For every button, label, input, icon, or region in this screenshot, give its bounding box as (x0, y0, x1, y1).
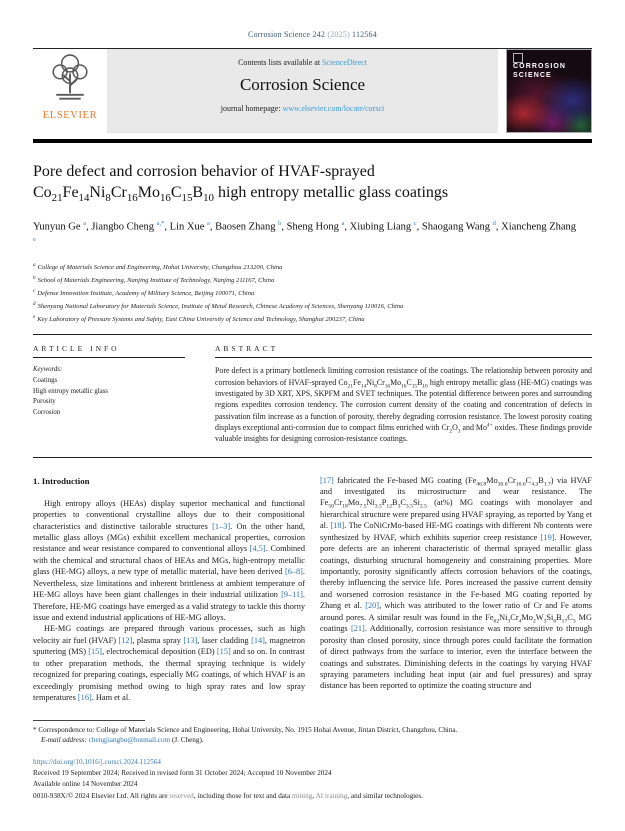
text-segment: , Xiancheng Zhang (495, 221, 577, 233)
affiliation-line (33, 300, 592, 313)
text-segment: C (400, 498, 406, 508)
abstract-column (215, 344, 592, 444)
inline-link[interactable]: a,* (156, 219, 165, 227)
text-segment: , and similar technologies. (347, 791, 423, 800)
text-segment: high entropy metallic glass (HE-MG) coatings was investigated by 3D XRT, XPS, SKPFM and SVET techniques. The potential difference between pores and surrounding regions expedites corrosion tendency. The corrosion current density of the coating and concentration of defects in passivation film increase as a function of porosity, thereby degrading corrosion resistance. The lowest porosity coating displays exceptional anti-corrosion due to compact films enriched with Cr (215, 377, 592, 432)
text-segment: 3.5 (374, 504, 382, 511)
text-segment: 15 (411, 383, 418, 390)
text-segment: ) via HVAF and investigated its microstructure and wear resistance. The Fe (320, 475, 592, 508)
inline-link[interactable]: chengjiangbo@hotmail.com (88, 736, 171, 745)
text-segment: oxides. These findings provide valuable insights for designing corrosion-resistance coatings. (215, 422, 592, 444)
text-segment: high entropy metallic glass coatings (213, 183, 449, 201)
affiliation-marker: d (33, 301, 36, 308)
text-segment: 1.7 (543, 481, 551, 488)
article-info-column (33, 344, 185, 444)
journal-title: Corrosion Science (239, 75, 366, 94)
inline-link[interactable]: [14] (251, 635, 265, 645)
text-segment: , Sheng Hong (281, 221, 342, 233)
text-segment: 14 (78, 191, 90, 204)
publication-info (33, 757, 592, 802)
text-segment: 16 (384, 383, 391, 390)
text-segment: , Baosen Zhang (209, 221, 279, 233)
text-segment: . However, pore defects are an inherent characteristic of thermal sprayed metallic glass coatings, disturbing structural homogeneity and constraining properties. More importantly, porosity significantly affects corrosion behaviors of the coatings, thereby influencing the service life. Pores increased the passive current density and worsened corrosion resistance in the Fe-based MG coating reported by Zhang et al. (320, 532, 592, 611)
text-segment: Pore defect is a primary bottleneck limiting corrosion resistance of the coatings. The relationship between porosity and corrosion behaviors of HVAF-sprayed Co (215, 366, 592, 387)
meta-section (33, 344, 592, 444)
text-segment: W (535, 612, 544, 622)
text-segment: Pore defect and corrosion behavior of HVAF-sprayed Co (33, 163, 375, 201)
affiliation-text: Shenyang National Laboratory for Materials Science, Institute of Metal Research, Chinese Academy of Sciences, Shenyang 110016, China (37, 303, 404, 311)
inline-link[interactable]: [13] (183, 635, 198, 645)
text-segment: 46.8 (476, 481, 487, 488)
text-segment: 2 (532, 618, 536, 625)
text-segment: Ni (499, 612, 508, 622)
affiliation-text: Key Laboratory of Pressure Systems and Safety, East China University of Science and Technology, Shanghai 200237, China (37, 316, 365, 324)
text-segment: HE-MG coatings are prepared through various processes, such as high velocity air fuel (HVAF) (33, 624, 305, 645)
text-segment: 18 (342, 504, 348, 511)
text-segment: 3.5 (405, 504, 413, 511)
homepage-line (107, 104, 498, 113)
inline-link[interactable]: [17] (320, 475, 334, 485)
text-segment: 62 (493, 618, 500, 625)
text-segment: , Lin Xue (164, 221, 207, 233)
inline-link[interactable]: [15] (88, 647, 103, 657)
inline-link[interactable]: [21] (351, 624, 365, 634)
intro-paragraph-2 (33, 623, 305, 703)
inline-link[interactable]: [1–3] (212, 521, 231, 531)
text-segment: 8 (374, 383, 377, 390)
copyright-line (33, 791, 592, 802)
right-column (320, 475, 592, 704)
contents-line (107, 58, 498, 67)
elsevier-wordmark: ELSEVIER (42, 110, 98, 121)
affiliation-text: College of Materials Science and Engineering, Hohai University, Changzhou 213200, China (37, 264, 283, 272)
text-segment: C (406, 377, 412, 387)
text-segment: B (392, 498, 398, 508)
inline-link[interactable]: [16] (77, 693, 92, 703)
text-segment: 17 (561, 618, 568, 625)
text-segment: . Therefore, HE-MG coatings have emerged as a valid strategy to tackle this thorny issue and extend industrial applications of HE-MG alloys. (33, 590, 305, 623)
keyword: High entropy metallic glass (33, 387, 108, 395)
article-body (33, 475, 592, 704)
cover-journal-title: CORROSION SCIENCE (513, 63, 567, 80)
text-segment: Ni (89, 183, 106, 201)
text-segment: 112564 (349, 30, 377, 39)
article-info-rule (33, 357, 185, 358)
text-segment: 4.3 (531, 481, 539, 488)
text-segment: , laser cladding (197, 635, 252, 645)
left-column (33, 475, 305, 704)
text-segment: 14 (360, 383, 367, 390)
article-info-heading: ARTICLE INFO (33, 344, 120, 354)
text-segment: , plasma spray (132, 635, 184, 645)
text-segment: , (312, 791, 316, 800)
text-segment: B (192, 183, 204, 201)
text-segment: . The CoNiCrMo-based HE-MG coatings with different Nb contents were synthesized by HVAF, which exhibits superior creep resistance (320, 521, 593, 542)
text-segment: Si (546, 612, 554, 622)
affiliation-marker: b (33, 275, 36, 282)
text-segment: reserved (169, 791, 194, 800)
correspondence-footnote (33, 720, 592, 747)
text-segment: 21 (51, 191, 63, 204)
affiliations (33, 261, 592, 326)
text-segment: 16 (401, 383, 407, 390)
text-segment: 4+ (486, 422, 493, 429)
contents-prefix: Contents lists available at (238, 58, 323, 67)
available-online: Available online 14 November 2024 (33, 780, 138, 789)
text-segment: B (538, 475, 544, 485)
intro-paragraph-1 (33, 498, 305, 624)
keywords-label: Keywords: (33, 366, 63, 374)
text-segment: High entropy alloys (HEAs) display superior mechanical and functional properties to conventional crystalline alloys due to their compositional characteristics and distinctive tailorable structures (33, 498, 305, 531)
text-segment: 16 (159, 191, 171, 204)
text-segment: 3 (397, 504, 401, 511)
affiliation-line (33, 261, 592, 274)
text-segment: , magnetron sputtering (MS) (33, 635, 305, 657)
affiliation-text: Defense Innovation Institute, Academy of Military Science, Beijing 100071, China (37, 290, 255, 298)
text-segment: 10 (422, 383, 428, 390)
inline-link[interactable]: a (83, 219, 87, 227)
text-segment: fabricated the Fe-based MG coating (Fe (333, 475, 477, 485)
text-segment: 16.6 (515, 481, 526, 488)
keyword: Porosity (33, 398, 56, 406)
text-segment: Ni (366, 377, 375, 387)
intro-paragraph-3 (320, 475, 592, 692)
text-segment: Mo (137, 183, 160, 201)
text-segment: 50 (328, 504, 334, 511)
article-title (33, 162, 513, 204)
text-segment: Mo (347, 498, 360, 508)
text-segment: mining (291, 791, 313, 800)
inline-link[interactable]: [4,5] (249, 544, 266, 554)
affiliation-line (33, 287, 592, 300)
text-segment: Cr (376, 377, 385, 387)
text-segment: (at%) MG coatings with monolayer and hierarchical structure were prepared using HVAF spraying, as reported by Yang et al. (320, 498, 592, 531)
text-segment: . Combined with the chemical and structural chaos of HEAs and MGs, high-entropy metallic glass (HE-MG) alloys, a new type of metallic material, have been derived (33, 544, 306, 577)
text-segment: 21 (347, 383, 353, 390)
text-segment: . Nevertheless, size limitations and inherent brittleness at ambient temperature of HE-MG alloys have been giant challenges in their industrial utilization (33, 567, 305, 600)
email-line (33, 735, 592, 746)
text-segment: and so on. In contrast to other preparation methods, the thermal spraying technique is widely recognized for preparing coatings, especially MG coatings, of which HVAF is an exceedingly promising method owing to high spray rates and low spray temperatures (33, 647, 305, 703)
text-segment: AI training (315, 791, 348, 800)
abstract-text (215, 365, 592, 444)
text-segment: E-mail address: (41, 736, 89, 745)
inline-link[interactable]: a (206, 219, 210, 227)
text-segment: 15 (181, 191, 193, 204)
abstract-bottom-rule (33, 457, 592, 458)
elsevier-tree-icon (47, 52, 93, 109)
text-segment: Fe (353, 377, 361, 387)
keyword: Corrosion (33, 408, 61, 416)
doi-link[interactable]: https://doi.org/10.1016/j.corsci.2024.112564 (33, 758, 161, 767)
text-segment: C (525, 475, 532, 485)
journal-citation (33, 0, 592, 39)
text-segment: 30.6 (497, 481, 508, 488)
keyword: Coatings (33, 376, 58, 384)
text-segment: C (567, 612, 573, 622)
text-segment: 3 (457, 428, 461, 435)
text-segment: , Xiubing Liang (344, 221, 414, 233)
text-segment: 10 (203, 191, 214, 204)
text-segment: 4 (518, 618, 522, 625)
text-segment: , Jiangbo Cheng (86, 221, 157, 233)
banner-bottom-bar (33, 139, 592, 143)
abstract-heading: ABSTRACT (215, 344, 279, 354)
text-segment: Cr (333, 498, 343, 508)
text-segment: Corrosion Science 242 (248, 30, 328, 39)
text-segment: 3 (507, 618, 511, 625)
affiliations-rule (33, 334, 592, 335)
text-segment: . On the other hand, metallic glass alloys (MGs) exhibit excellent mechanical properties, corrosion resistance and wear resistance compared to conventional alloys (33, 521, 305, 554)
text-segment: 7.5 (359, 504, 367, 511)
text-segment: , Shaogang Wang (416, 221, 493, 233)
text-segment: , including those for text and data (193, 791, 292, 800)
affiliation-marker: c (33, 288, 36, 295)
text-segment: C (170, 183, 182, 201)
text-segment: Yunyun Ge (33, 221, 84, 233)
abstract-rule (215, 357, 592, 358)
inline-link[interactable]: d (492, 219, 496, 227)
journal-banner (33, 49, 592, 133)
text-segment: and Mo (460, 422, 487, 432)
text-segment: 8 (105, 191, 111, 204)
homepage-prefix: journal homepage: (220, 104, 283, 113)
received-dates: Received 19 September 2024; Received in revised form 31 October 2024; Accepted 10 November 2024 (33, 769, 332, 778)
inline-link[interactable]: [19] (540, 532, 555, 542)
text-segment: Cr (510, 612, 519, 622)
text-segment: . Additionally, corrosion resistance was more sensitive to through porosity than closed porosity, since through pores could facilitate the formation of direct pathways from the surface to interior, even the interface between the coatings and substrates. Diminishing defects in the coatings by varying HVAF spraying parameters including heat input (air and fuel pressures) and spray distance has been reported to optimize the coating structure and (320, 624, 592, 691)
text-segment: Si (412, 498, 420, 508)
inline-link[interactable]: c (413, 219, 417, 227)
text-segment: . Ham et al. (91, 693, 131, 703)
inline-link[interactable]: [12] (118, 635, 133, 645)
text-segment: B (556, 612, 562, 622)
section-heading-introduction: 1. Introduction (33, 475, 90, 486)
author-list (33, 219, 581, 253)
text-segment: 2 (449, 428, 453, 435)
inline-link[interactable]: [9–11] (281, 590, 303, 600)
text-segment: Cr (507, 475, 516, 485)
text-segment: P (381, 498, 387, 508)
inline-link[interactable]: a (341, 219, 345, 227)
affiliation-marker: a (33, 262, 36, 269)
correspondence-text: * Correspondence to: College of Materials Science and Engineering, Hohai University, No. 1915 Hohai Avenue, Jintan District, Changzhou, China. (33, 725, 458, 734)
journal-homepage-link[interactable]: www.elsevier.com/locate/corsci (282, 104, 385, 113)
inline-link[interactable]: e (33, 236, 36, 244)
affiliation-line (33, 274, 592, 287)
text-segment: 3 (543, 618, 547, 625)
text-segment: Mo (390, 377, 402, 387)
text-segment: 6 (553, 618, 557, 625)
text-segment: 12 (386, 504, 393, 511)
text-segment: , which was attributed to the lower ratio of Cr and Fe atoms around pores. A similar result was found in the Fe (320, 601, 593, 622)
text-segment: Cr (110, 183, 127, 201)
sciencedirect-link[interactable]: ScienceDirect (322, 58, 367, 67)
affiliation-text: School of Materials Engineering, Nanjing Institute of Technology, Nanjing 211167, China (37, 277, 275, 285)
text-segment: 2.5 (419, 504, 427, 511)
text-segment: Fe (62, 183, 79, 201)
text-segment: (2025) (327, 30, 350, 39)
elsevier-logo (33, 49, 107, 133)
text-segment: Mo (486, 475, 498, 485)
text-segment: , electrochemical deposition (ED) (102, 647, 217, 657)
text-segment: Mo (521, 612, 533, 622)
text-segment: 0010-938X/© 2024 Elsevier Ltd. All rights are (33, 791, 170, 800)
text-segment: 16 (126, 191, 138, 204)
text-segment: (J. Cheng). (170, 736, 204, 745)
cover-elsevier-mark-icon (513, 53, 523, 63)
text-segment: MG coatings (320, 612, 592, 634)
affiliation-line (33, 313, 592, 326)
inline-link[interactable]: b (278, 219, 282, 227)
text-segment: B (417, 377, 423, 387)
inline-link[interactable]: [20] (365, 601, 380, 611)
inline-link[interactable]: [15] (216, 647, 231, 657)
inline-link[interactable]: [18] (330, 521, 345, 531)
text-segment: 3 (572, 618, 576, 625)
text-segment: Ni (366, 498, 375, 508)
journal-cover-thumbnail[interactable] (506, 49, 592, 133)
affiliation-marker: e (33, 314, 36, 321)
footnote-rule (33, 720, 145, 721)
banner-center (107, 49, 498, 133)
inline-link[interactable]: [6–8] (284, 567, 303, 577)
text-segment: O (452, 422, 458, 432)
